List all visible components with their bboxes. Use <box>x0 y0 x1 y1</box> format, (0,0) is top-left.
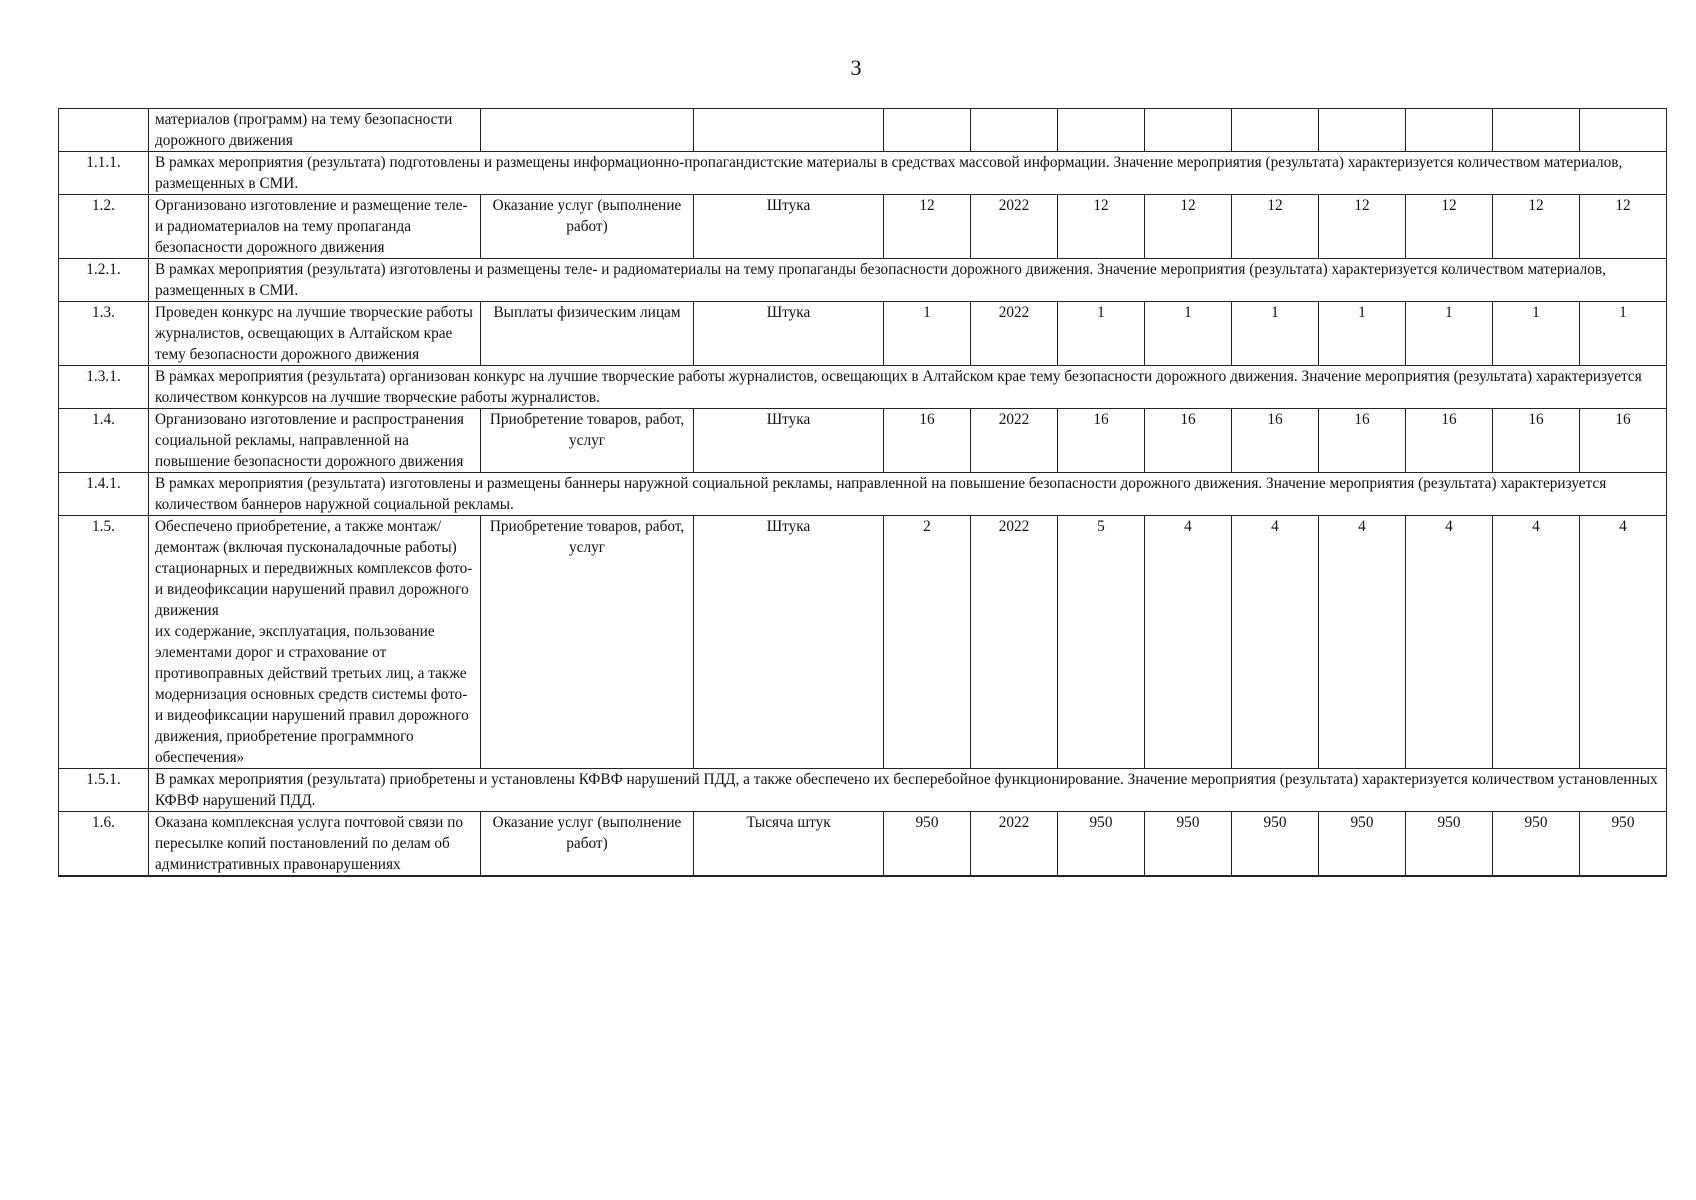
result-row <box>59 152 1667 195</box>
year-value <box>1232 109 1319 152</box>
result-row <box>59 366 1667 409</box>
year-value: 12 <box>1145 195 1232 259</box>
row-number: 1.3.1. <box>59 366 149 409</box>
measure-name: Проведен конкурс на лучшие творческие работы журналистов, освещающих в Алтайском крае тему безопасности дорожного движения <box>149 302 481 366</box>
measure-kind: Приобретение товаров, работ, услуг <box>481 516 694 769</box>
unit-of-measure: Штука <box>694 409 884 473</box>
measure-name: Организовано изготовление и распространения социальной рекламы, направленной на повышение безопасности дорожного движения <box>149 409 481 473</box>
row-number: 1.5.1. <box>59 769 149 812</box>
measure-kind: Оказание услуг (выполнение работ) <box>481 812 694 877</box>
year-value: 16 <box>1145 409 1232 473</box>
measure-row <box>59 109 1667 152</box>
base-year: 2022 <box>971 516 1058 769</box>
year-value: 12 <box>1493 195 1580 259</box>
base-value <box>884 109 971 152</box>
year-value <box>1580 109 1667 152</box>
row-number: 1.1.1. <box>59 152 149 195</box>
measure-row <box>59 812 1667 877</box>
year-value: 950 <box>1319 812 1406 877</box>
base-value: 16 <box>884 409 971 473</box>
measure-row <box>59 409 1667 473</box>
measure-name: Организовано изготовление и размещение теле- и радиоматериалов на тему пропаганда безопасности дорожного движения <box>149 195 481 259</box>
measure-row <box>59 195 1667 259</box>
year-value: 1 <box>1058 302 1145 366</box>
measure-kind <box>481 109 694 152</box>
year-value: 16 <box>1232 409 1319 473</box>
base-value: 1 <box>884 302 971 366</box>
year-value: 950 <box>1406 812 1493 877</box>
year-value: 16 <box>1058 409 1145 473</box>
year-value: 12 <box>1058 195 1145 259</box>
row-number: 1.3. <box>59 302 149 366</box>
year-value: 4 <box>1580 516 1667 769</box>
unit-of-measure: Штука <box>694 195 884 259</box>
base-year: 2022 <box>971 409 1058 473</box>
year-value: 16 <box>1493 409 1580 473</box>
page-number: 3 <box>850 55 862 80</box>
measure-kind: Оказание услуг (выполнение работ) <box>481 195 694 259</box>
base-value: 12 <box>884 195 971 259</box>
row-number: 1.4. <box>59 409 149 473</box>
measure-row <box>59 302 1667 366</box>
measures-table <box>58 108 1667 877</box>
year-value: 950 <box>1580 812 1667 877</box>
year-value: 4 <box>1493 516 1580 769</box>
year-value: 4 <box>1145 516 1232 769</box>
year-value <box>1319 109 1406 152</box>
result-description: В рамках мероприятия (результата) подготовлены и размещены информационно-пропагандистские материалы в средствах массовой информации. Значение мероприятия (результата) характеризуется количеством материалов, размещенных в СМИ. <box>149 152 1667 195</box>
unit-of-measure: Штука <box>694 302 884 366</box>
row-number <box>59 109 149 152</box>
table-body <box>59 109 1667 877</box>
year-value: 12 <box>1406 195 1493 259</box>
year-value: 1 <box>1232 302 1319 366</box>
result-row <box>59 259 1667 302</box>
result-description: В рамках мероприятия (результата) изготовлены и размещены теле- и радиоматериалы на тему пропаганды безопасности дорожного движения. Значение мероприятия (результата) характеризуется количеством материалов, размещенных в СМИ. <box>149 259 1667 302</box>
measure-name: Обеспечено приобретение, а также монтаж/демонтаж (включая пусконаладочные работы) стационарных и передвижных комплексов фото- и видеофиксации нарушений правил дорожного движения их содержание, эксплуатация, пользование элементами дорог и страхование от противоправных действий третьих лиц, а также модернизация основных средств системы фото- и видеофиксации нарушений правил дорожного движения, приобретение программного обеспечения» <box>149 516 481 769</box>
year-value: 5 <box>1058 516 1145 769</box>
row-number: 1.5. <box>59 516 149 769</box>
year-value: 950 <box>1493 812 1580 877</box>
base-year: 2022 <box>971 812 1058 877</box>
year-value: 950 <box>1232 812 1319 877</box>
year-value: 950 <box>1058 812 1145 877</box>
year-value <box>1145 109 1232 152</box>
year-value: 12 <box>1319 195 1406 259</box>
base-value: 950 <box>884 812 971 877</box>
unit-of-measure: Штука <box>694 516 884 769</box>
year-value: 16 <box>1406 409 1493 473</box>
row-number: 1.2. <box>59 195 149 259</box>
base-value: 2 <box>884 516 971 769</box>
year-value: 1 <box>1406 302 1493 366</box>
year-value: 950 <box>1145 812 1232 877</box>
measure-name: материалов (программ) на тему безопасности дорожного движения <box>149 109 481 152</box>
year-value: 12 <box>1232 195 1319 259</box>
result-row <box>59 769 1667 812</box>
unit-of-measure: Тысяча штук <box>694 812 884 877</box>
row-number: 1.2.1. <box>59 259 149 302</box>
base-year: 2022 <box>971 195 1058 259</box>
result-row <box>59 473 1667 516</box>
year-value: 12 <box>1580 195 1667 259</box>
row-number: 1.4.1. <box>59 473 149 516</box>
result-description: В рамках мероприятия (результата) приобретены и установлены КФВФ нарушений ПДД, а также обеспечено их бесперебойное функционирование. Значение мероприятия (результата) характеризуется количеством установленных КФВФ нарушений ПДД. <box>149 769 1667 812</box>
measure-kind: Приобретение товаров, работ, услуг <box>481 409 694 473</box>
measure-kind: Выплаты физическим лицам <box>481 302 694 366</box>
result-description: В рамках мероприятия (результата) организован конкурс на лучшие творческие работы журналистов, освещающих в Алтайском крае тему безопасности дорожного движения. Значение мероприятия (результата) характеризуется количеством конкурсов на лучшие творческие работы журналистов. <box>149 366 1667 409</box>
year-value: 16 <box>1580 409 1667 473</box>
result-description: В рамках мероприятия (результата) изготовлены и размещены баннеры наружной социальной рекламы, направленной на повышение безопасности дорожного движения. Значение мероприятия (результата) характеризуется количеством баннеров наружной социальной рекламы. <box>149 473 1667 516</box>
year-value: 4 <box>1319 516 1406 769</box>
year-value: 1 <box>1493 302 1580 366</box>
year-value <box>1493 109 1580 152</box>
measure-row <box>59 516 1667 769</box>
year-value: 16 <box>1319 409 1406 473</box>
year-value <box>1058 109 1145 152</box>
unit-of-measure <box>694 109 884 152</box>
year-value: 4 <box>1406 516 1493 769</box>
base-year: 2022 <box>971 302 1058 366</box>
measure-name: Оказана комплексная услуга почтовой связи по пересылке копий постановлений по делам об административных правонарушениях <box>149 812 481 877</box>
year-value: 1 <box>1319 302 1406 366</box>
year-value: 1 <box>1145 302 1232 366</box>
row-number: 1.6. <box>59 812 149 877</box>
year-value <box>1406 109 1493 152</box>
year-value: 4 <box>1232 516 1319 769</box>
year-value: 1 <box>1580 302 1667 366</box>
base-year <box>971 109 1058 152</box>
